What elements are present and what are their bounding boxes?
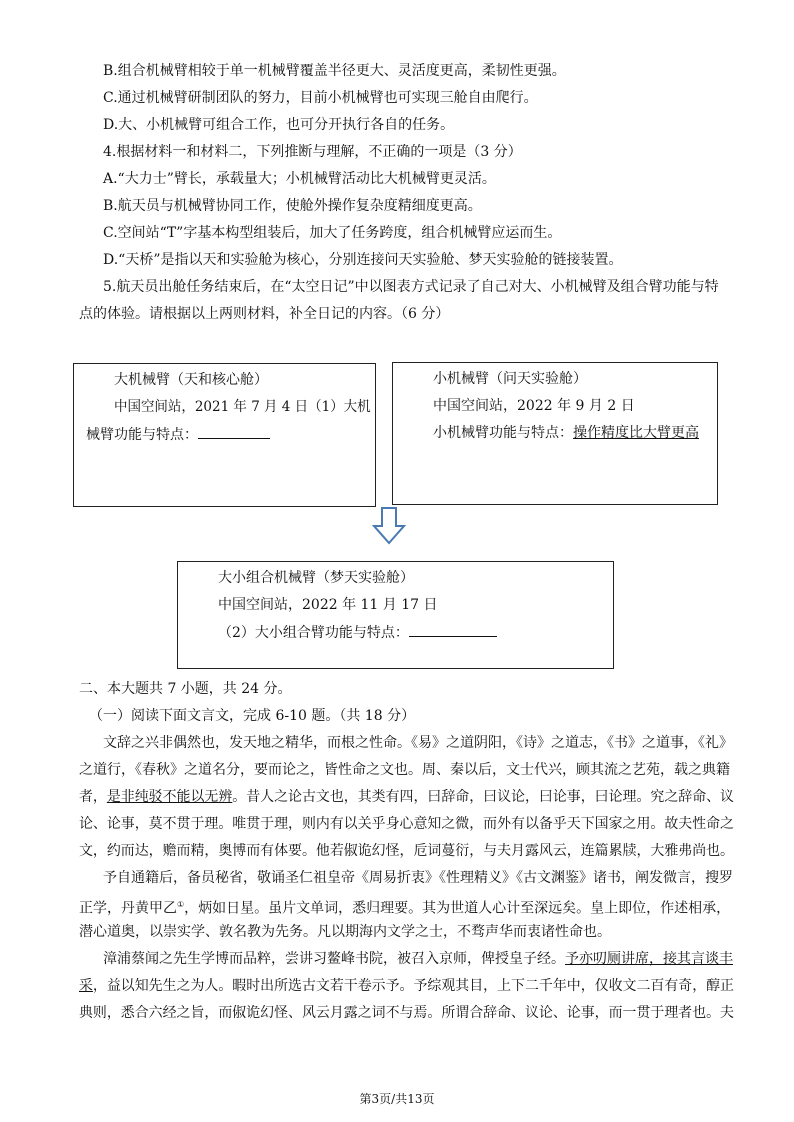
passage-p1-line-1: 文辞之兴非偶然也，发天地之精华，而根之性命。《易》之道阴阳，《诗》之道志，《书》之道事，《礼》 (103, 735, 733, 751)
option-3c: C.通过机械臂研制团队的努力，目前小机械臂也可实现三舱自由爬行。 (103, 90, 538, 106)
small-arm-features-answer: 操作精度比大臂更高 (573, 425, 699, 441)
passage-p2-line-1: 予自通籍后，备员秘省，敬诵圣仁祖皇帝《周易折衷》《性理精义》《古文渊鉴》诸书，阐发微言，搜罗 (103, 870, 733, 886)
combo-arm-box (177, 561, 614, 669)
passage-text: ，炳如日星。虽片文单词，悉归理要。其为世道人心计至深远矣。皇上即位，作述相承， (184, 900, 731, 917)
underlined-sentence-2-end: 采 (79, 978, 93, 994)
passage-p3-line-2 (79, 976, 734, 996)
question-5-line-2: 点的体验。请根据以上两则材料，补全日记的内容。（6 分） (79, 306, 450, 322)
combo-arm-answer-blank[interactable] (409, 622, 497, 637)
passage-text: 。昔人之论古文也，其类有四，曰辞命，曰议论，曰论事，曰论理。究之辞命、议 (232, 789, 735, 805)
small-arm-box (392, 362, 718, 505)
passage-p3-line-3: 典则，悉合六经之旨，而俶诡幻怪、风云月露之词不与焉。所谓合辞命、议论、论事，而一贯于理者也。夫 (79, 1005, 734, 1021)
page-number: 第3页/共13页 (359, 1092, 435, 1106)
big-arm-title: 大机械臂（天和核心舱） (114, 372, 268, 388)
passage-p1-line-5: 文，约而达，赡而精，奥博而有体要。他若俶诡幻怪，卮词蔓衍，与夫月露风云，连篇累牍，大雅弗尚也。 (79, 843, 734, 859)
small-arm-date: 中国空间站，2022 年 9 月 2 日 (433, 398, 635, 414)
big-arm-features-label: 械臂功能与特点： (86, 427, 198, 443)
section-2-heading: 二、本大题共 7 小题，共 24 分。 (79, 681, 292, 697)
big-arm-date: 中国空间站，2021 年 7 月 4 日（1）大机 (114, 399, 371, 415)
question-5-line-1: 5.航天员出舱任务结束后，在“太空日记”中以图表方式记录了自己对大、小机械臂及组合臂功能与特 (103, 279, 719, 295)
passage-p2-line-2 (79, 895, 730, 919)
option-4b: B.航天员与机械臂协同工作，使舱外操作复杂度精细度更高。 (103, 198, 482, 214)
passage-p1-line-3 (79, 787, 734, 807)
passage-text: ，益以知先生之为人。暇时出所选古文若干卷示予。予综观其目，上下二千年中，仅收文二百有奇，醇正 (92, 978, 735, 994)
passage-text: 正学，丹黄甲乙 (79, 900, 177, 917)
underlined-sentence-1: 是非纯驳不能以无辨 (106, 789, 233, 805)
passage-p3-line-1 (103, 949, 733, 969)
small-arm-features-label: 小机械臂功能与特点： (433, 425, 573, 441)
section-2-subheading: （一）阅读下面文言文，完成 6-10 题。（共 18 分） (89, 708, 416, 724)
passage-p1-line-2: 之道行，《春秋》之道名分，要而论之，皆性命之文也。周、秦以后，文士代兴，顾其流之艺苑，载之典籍 (79, 762, 730, 778)
combo-arm-date: 中国空间站，2022 年 11 月 17 日 (218, 597, 438, 613)
big-arm-answer-blank[interactable] (198, 424, 270, 439)
down-arrow-icon (372, 506, 406, 546)
combo-arm-features-label: （2）大小组合臂功能与特点： (218, 625, 409, 641)
passage-p2-line-3: 潜心道奥，以崇实学、敦名教为先务。凡以期海内文学之士，不骛声华而衷诸性命也。 (79, 924, 611, 940)
option-3d: D.大、小机械臂可组合工作，也可分开执行各自的任务。 (103, 117, 455, 133)
question-4-stem: 4.根据材料一和材料二，下列推断与理解，不正确的一项是（3 分） (103, 144, 522, 160)
option-4a: A.“大力士”臂长，承载量大；小机械臂活动比大机械臂更灵活。 (103, 171, 496, 187)
passage-p1-line-4: 论、论事，莫不贯于理。唯贯于理，则内有以关乎身心意知之微，而外有以备乎天下国家之用。故夫性命之 (79, 816, 734, 832)
combo-arm-title: 大小组合机械臂（梦天实验舱） (218, 570, 414, 586)
small-arm-title: 小机械臂（问天实验舱） (433, 371, 587, 387)
passage-text: 漳浦蔡闻之先生学博而品粹，尝讲习鳌峰书院，被召入京师，俾授皇子经。 (103, 951, 565, 967)
small-arm-features-line (433, 423, 699, 443)
big-arm-box (73, 363, 376, 507)
option-4d: D.“天桥”是指以天和实验舱为核心，分别连接问天实验舱、梦天实验舱的链接装置。 (103, 252, 623, 268)
underlined-sentence-2: 予亦叨厕讲席，接其言谈丰 (565, 951, 733, 967)
footnote-marker: ① (177, 900, 185, 909)
passage-text: 者， (79, 789, 107, 805)
option-3b: B.组合机械臂相较于单一机械臂覆盖半径更大、灵活度更高，柔韧性更强。 (103, 63, 566, 79)
big-arm-features-line (86, 424, 270, 445)
option-4c: C.空间站“T”字基本构型组装后，加大了任务跨度，组合机械臂应运而生。 (103, 225, 562, 241)
combo-arm-features-line (218, 622, 497, 643)
